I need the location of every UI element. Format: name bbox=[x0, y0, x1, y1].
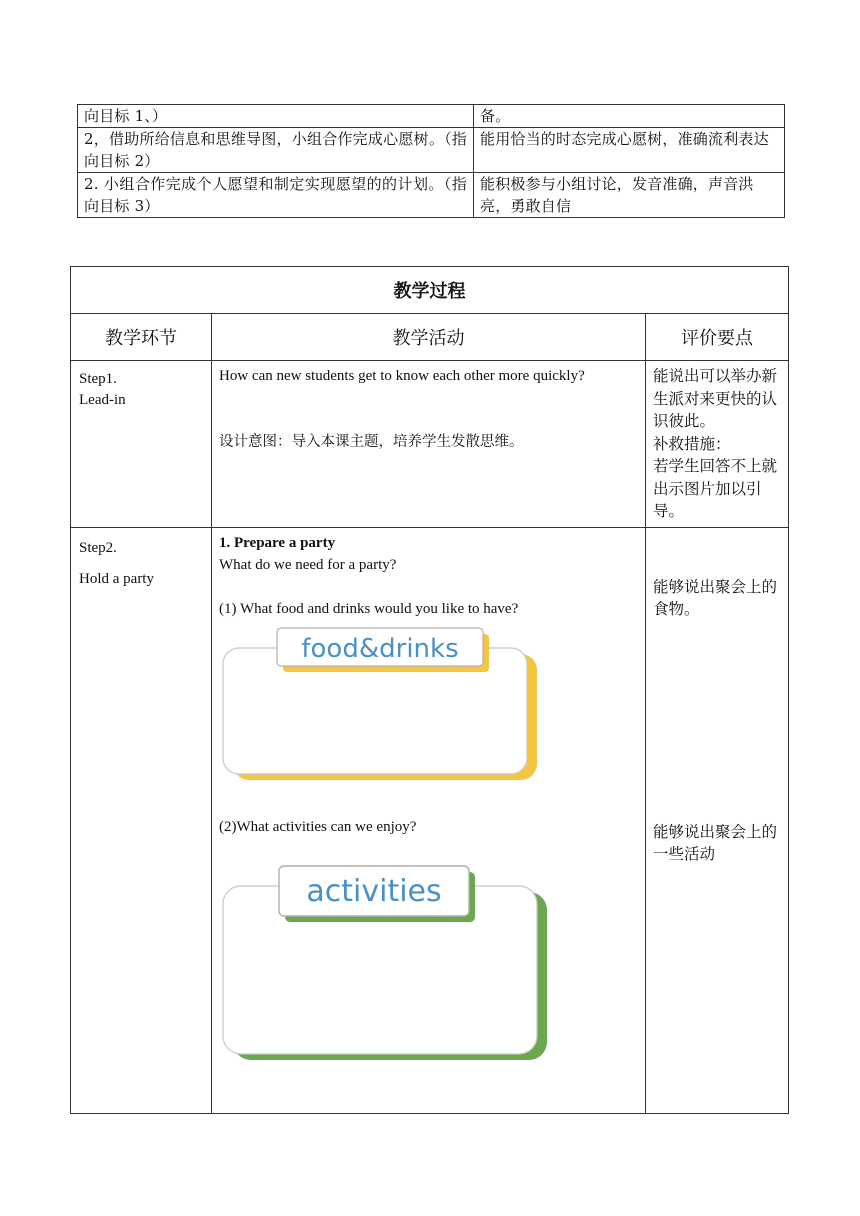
table-row bbox=[78, 173, 785, 218]
table-row bbox=[71, 527, 789, 1113]
header-step: 教学环节 bbox=[71, 314, 212, 361]
food-drinks-frame bbox=[221, 620, 541, 780]
step1-label-line2: Lead-in bbox=[79, 392, 126, 408]
table-row bbox=[71, 361, 789, 528]
step1-question: How can new students get to know each other more quickly? bbox=[219, 368, 585, 384]
table-row bbox=[78, 105, 785, 128]
objective-criteria-cell: 能用恰当的时态完成心愿树，准确流利表达 bbox=[474, 128, 785, 173]
step1-activity bbox=[212, 361, 646, 528]
activities-frame bbox=[221, 864, 551, 1064]
step1-remedy-title: 补救措施： bbox=[653, 434, 731, 453]
step2-evaluation bbox=[646, 527, 789, 1113]
header-evaluation: 评价要点 bbox=[646, 314, 789, 361]
party-needs-question: What do we need for a party? bbox=[219, 556, 397, 573]
header-activity: 教学活动 bbox=[212, 314, 646, 361]
step2-eval-activities: 能够说出聚会上的一些活动 bbox=[653, 822, 778, 863]
process-title: 教学过程 bbox=[71, 267, 789, 314]
step1-evaluation-text: 能说出可以举办新生派对来更快的认识彼此。 bbox=[653, 367, 778, 430]
objective-task-cell: 2. 小组合作完成个人愿望和制定实现愿望的的计划。（指向目标 3） bbox=[78, 173, 474, 218]
objective-criteria-cell: 备。 bbox=[474, 105, 785, 128]
step1-label-line1: Step1. bbox=[79, 371, 117, 387]
step1-design-intent: 设计意图：导入本课主题，培养学生发散思维。 bbox=[219, 434, 524, 450]
step1-evaluation bbox=[646, 361, 789, 528]
food-drinks-question: (1) What food and drinks would you like to have? bbox=[219, 600, 519, 617]
objective-task-cell: 向目标 1、） bbox=[78, 105, 474, 128]
activities-question: (2)What activities can we enjoy? bbox=[219, 818, 417, 835]
table-row bbox=[71, 267, 789, 314]
step1-remedy-text: 若学生回答不上就出示图片加以引导。 bbox=[653, 457, 778, 520]
activities-label: activities bbox=[306, 873, 442, 909]
step2-label-line2: Hold a party bbox=[79, 570, 154, 587]
objective-task-cell: 2，借助所给信息和思维导图，小组合作完成心愿树。（指向目标 2） bbox=[78, 128, 474, 173]
table-row bbox=[78, 128, 785, 173]
table-header-row bbox=[71, 314, 789, 361]
prepare-party-heading: 1. Prepare a party bbox=[219, 534, 336, 551]
teaching-process-table bbox=[70, 266, 789, 1114]
step1-label bbox=[71, 361, 212, 528]
step2-label bbox=[71, 527, 212, 1113]
step2-eval-food: 能够说出聚会上的食物。 bbox=[653, 577, 778, 618]
objectives-table bbox=[77, 104, 785, 218]
food-drinks-label: food&drinks bbox=[301, 633, 459, 664]
objective-criteria-cell: 能积极参与小组讨论，发音准确，声音洪亮，勇敢自信 bbox=[474, 173, 785, 218]
step2-activity bbox=[212, 527, 646, 1113]
step2-label-line1: Step2. bbox=[79, 539, 117, 556]
